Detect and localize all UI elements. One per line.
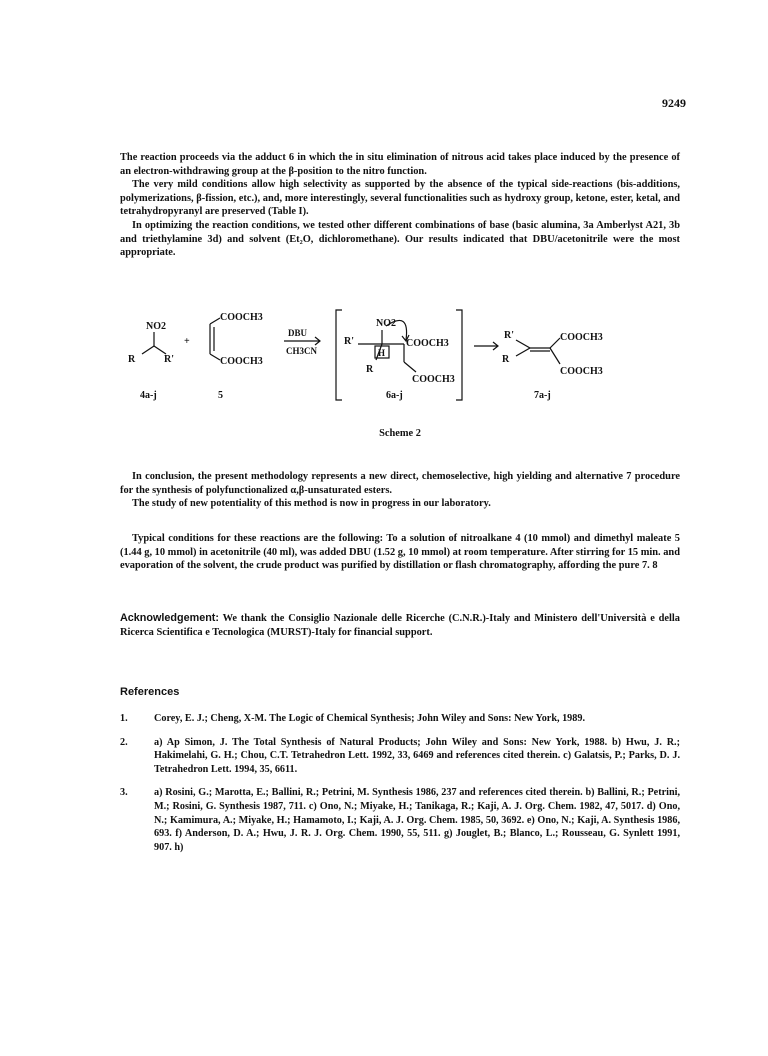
conclusion-paragraph-1: In conclusion, the present methodology represents a new direct, chemoselective, high yielding and alternative 7 procedure for the synthesis of polyfunctionalized α,β-unsaturated esters.: [120, 471, 680, 496]
c7-cooch3-bottom: COOCH3: [560, 366, 603, 377]
reference-item: [120, 736, 680, 777]
acknowledgement: [120, 612, 680, 639]
reagent-dbu: DBU: [288, 328, 308, 338]
c4-rprime: R': [164, 354, 174, 365]
conclusion-paragraph-2: The study of new potentiality of this method is now in progress in our laboratory.: [132, 498, 491, 510]
bond-7-rprime: [516, 340, 530, 348]
solvent-ch3cn: CH3CN: [286, 346, 317, 356]
bond-7-bottom: [550, 348, 560, 364]
references-heading: References: [120, 686, 180, 698]
c5-label: 5: [218, 390, 223, 401]
c5-cooch3-bottom: COOCH3: [220, 356, 263, 367]
c7-rprime: R': [504, 330, 514, 341]
c6-r: R: [366, 364, 374, 375]
c4-label: 4a-j: [140, 390, 157, 401]
c6-h: H: [378, 348, 386, 358]
scheme-caption: Scheme 2: [379, 428, 421, 439]
bond-5-top: [210, 318, 220, 324]
reference-item: [120, 786, 680, 854]
bond-7-r: [516, 348, 530, 356]
paragraph-2: The very mild conditions allow high selectivity as supported by the absence of the typical side-reactions (bis-additions, polymerizations, β-fission, etc.), and, more interestingly, several functionalities such as hydroxy group, ketone, ester, ketal, and tetrahydropyranyl are preserved (Table I).: [120, 179, 680, 218]
reference-text: Corey, E. J.; Cheng, X-M. The Logic of Chemical Synthesis; John Wiley and Sons: New York, 1989.: [154, 713, 586, 724]
conclusion-text: [120, 470, 680, 511]
reaction-scheme: [120, 300, 680, 450]
c4-r: R: [128, 354, 136, 365]
bond-5-bottom: [210, 354, 220, 360]
c6-no2: NO2: [376, 318, 396, 329]
reference-number: 3.: [120, 787, 128, 799]
bond-6-coo: [404, 362, 416, 372]
reference-number: 1.: [120, 713, 128, 724]
plus-sign: +: [184, 336, 190, 347]
scheme-drawing: [120, 300, 680, 425]
conditions-text: [120, 532, 680, 573]
page-number: 9249: [662, 96, 686, 110]
reference-number: 2.: [120, 736, 128, 748]
c6-label: 6a-j: [386, 390, 403, 401]
c7-r: R: [502, 354, 510, 365]
acknowledgement-text: We thank the Consiglio Nazionale delle Ricerche (C.N.R.)-Italy and Ministero dell'Università e della Ricerca Scientifica e Tecnologica (MURST)-Italy for financial support.: [120, 613, 680, 638]
bond-4-rprime: [154, 346, 166, 354]
paragraph-3: In optimizing the reaction conditions, we tested other different combinations of base (basic alumina, 3a Amberlyst A21, 3b and triethylamine 3d) and solvent (Et₂O, dichloromethane). Our results indicated that DBU/acetonitrile were the most appropriate.: [120, 219, 680, 259]
bond-7-top: [550, 338, 560, 348]
reference-item: [120, 712, 680, 726]
c6-rprime: R': [344, 336, 354, 347]
reference-text: a) Rosini, G.; Marotta, E.; Ballini, R.; Petrini, M. Synthesis 1986, 237 and references cited therein. b) Ballini, R.; Petrini, M.; Rosini, G. Synthesis 1987, 711. c) Ono, N.; Miyake, H.; Tanikaga, R.; Kaji, A. J. Org. Chem. 1982, 47, 5017. d) Ono, N.; Kamimura, A.; Miyake, H.; Hamamoto, I.; Kaji, A. J. Org. Chem. 1985, 50, 3692. e) Ono, N.; Kaji, A. Synthesis 1986, 693. f) Anderson, D. A.; Hwu, J. R. J. Org. Chem. 1990, 55, 511. g) Jouglet, B.; Blanco, L.; Rousseau, G. Synlett 1991, 907. h): [154, 787, 680, 853]
c5-cooch3-top: COOCH3: [220, 312, 263, 323]
bracket-right: [456, 310, 462, 400]
c6-cooch3-top: COOCH3: [406, 338, 449, 349]
bracket-left: [336, 310, 342, 400]
reference-text: a) Ap Simon, J. The Total Synthesis of Natural Products; John Wiley and Sons: New York, 1988. b) Hwu, J. R.; Hakimelahi, G. H.; Chou, C.T. Tetrahedron Lett. 1992, 33, 6469 and references cited therein. c) Galatsis, P.; Parks, D. J. Tetrahedron Lett. 1994, 35, 6611.: [154, 736, 680, 775]
acknowledgement-title: Acknowledgement:: [120, 612, 219, 624]
conditions-paragraph: Typical conditions for these reactions are the following: To a solution of nitroalkane 4 (10 mmol) and dimethyl maleate 5 (1.44 g, 10 mmol) in acetonitrile (40 ml), was added DBU (1.52 g, 10 mmol) at room temperature. After stirring for 15 min. and evaporation of the solvent, the crude product was purified by distillation or flash chromatography, affording the pure 7. 8: [120, 533, 680, 572]
c7-cooch3-top: COOCH3: [560, 332, 603, 343]
c4-no2: NO2: [146, 321, 166, 332]
c7-label: 7a-j: [534, 390, 551, 401]
c6-cooch3-bottom: COOCH3: [412, 374, 455, 385]
bond-4-r: [142, 346, 154, 354]
intro-text: [120, 151, 680, 260]
references-list: [120, 712, 680, 864]
paragraph-1: The reaction proceeds via the adduct 6 in which the in situ elimination of nitrous acid takes place induced by the presence of an electron-withdrawing group at the β-position to the nitro function.: [120, 152, 680, 177]
